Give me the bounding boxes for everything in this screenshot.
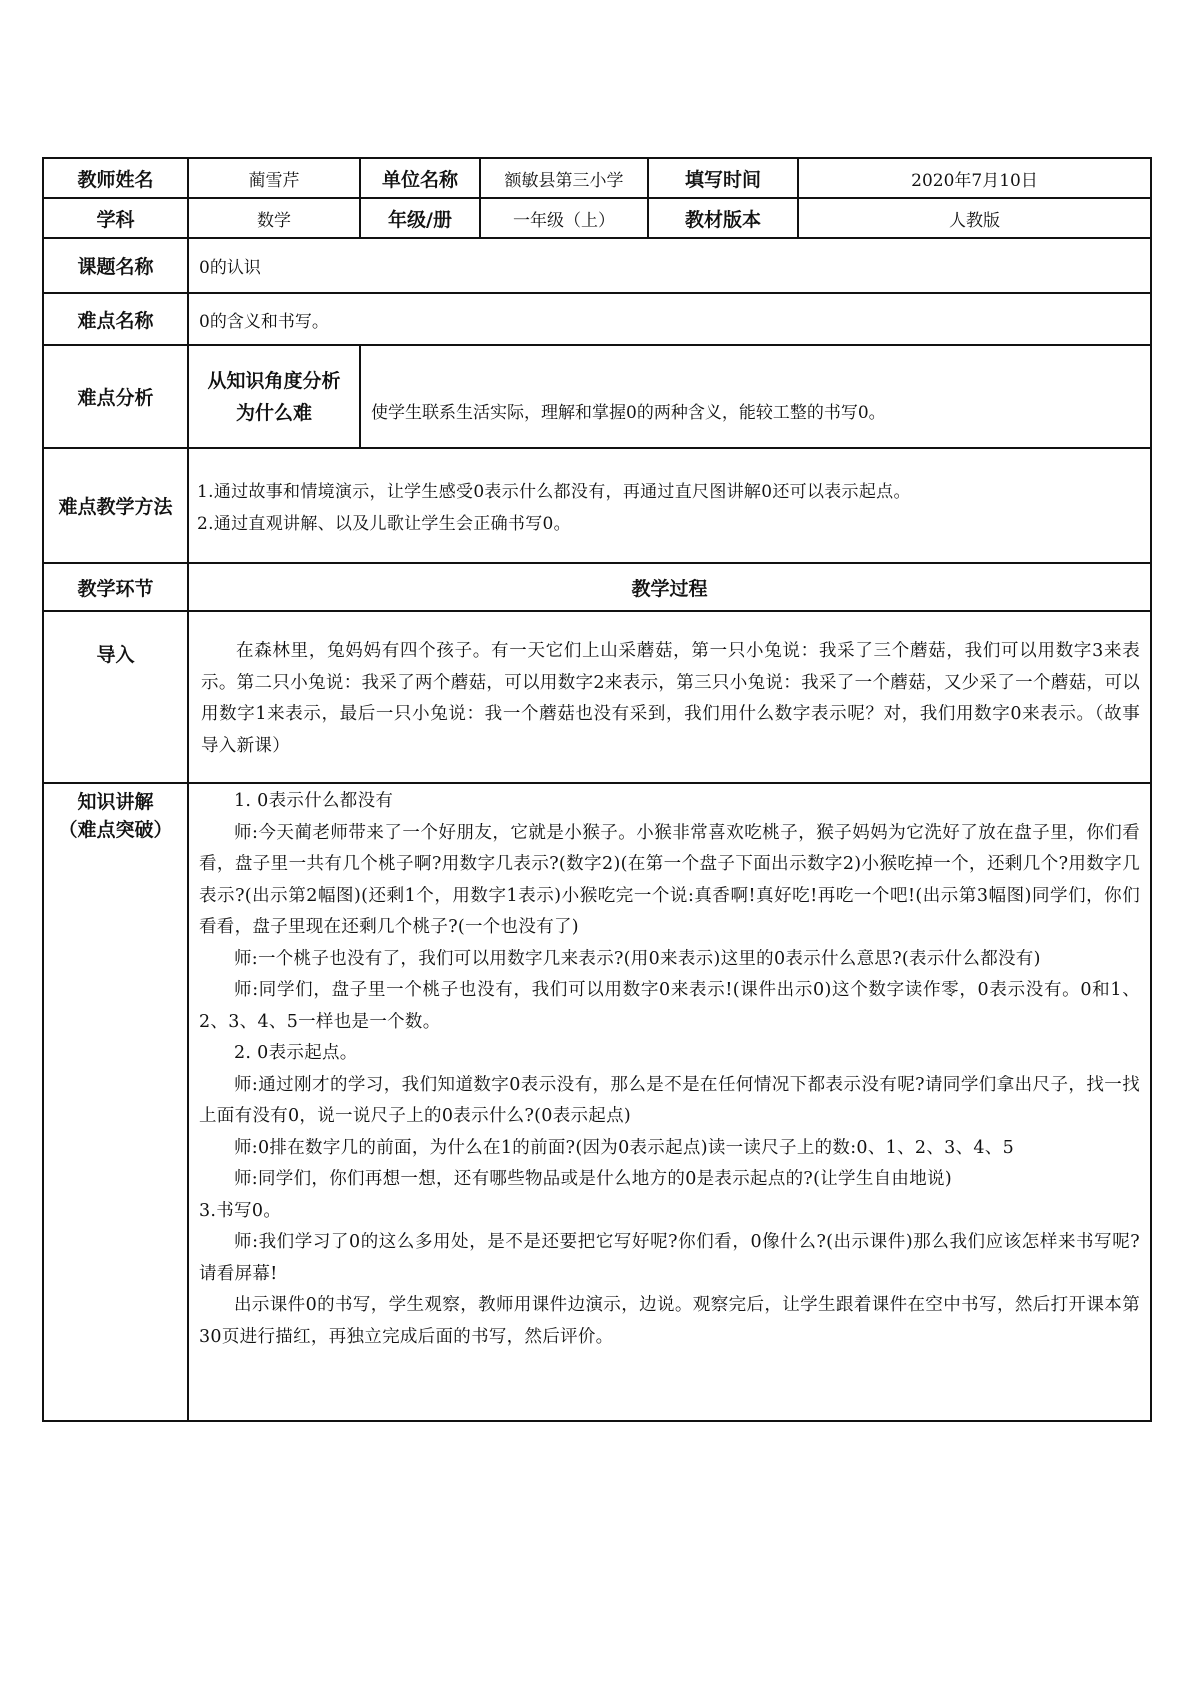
knowledge-p8: 师:同学们，你们再想一想，还有哪些物品或是什么地方的0是表示起点的?(让学生自由地说) (234, 1169, 952, 1189)
header-row-2 (43, 198, 1151, 238)
intro-text: 在森林里，兔妈妈有四个孩子。有一天它们上山采蘑菇，第一只小兔说：我采了三个蘑菇，我们可以用数字3来表示。第二只小兔说：我采了两个蘑菇，可以用数字2来表示，第三只小兔说：我采了一个蘑菇，又少采了一个蘑菇，可以用数字1来表示，最后一只小兔说：我一个蘑菇也没有采到，我们用什么数字表示呢？对，我们用数字0来表示。（故事导入新课） (201, 641, 1140, 756)
difficulty-value: 0的含义和书写。 (188, 293, 1151, 345)
method-row (43, 448, 1151, 563)
intro-label: 导入 (43, 611, 188, 783)
analysis-sublabel-line1: 从知识角度分析 (207, 369, 341, 392)
knowledge-content (188, 783, 1151, 1421)
analysis-label: 难点分析 (43, 345, 188, 448)
topic-label: 课题名称 (43, 238, 188, 293)
edition-value: 人教版 (798, 198, 1151, 238)
knowledge-label (43, 783, 188, 1421)
teacher-label: 教师姓名 (43, 158, 188, 198)
knowledge-p3: 师:一个桃子也没有了，我们可以用数字几来表示?(用0来表示)这里的0表示什么意思?(表示什么都没有) (234, 948, 1041, 969)
section-header-row (43, 563, 1151, 611)
analysis-sublabel (188, 345, 360, 448)
knowledge-p10: 师:我们学习了0的这么多用处，是不是还要把它写好呢?你们看，0像什么?(出示课件)那么我们应该怎样来书写呢?请看屏幕! (199, 1232, 1140, 1284)
process-header: 教学过程 (188, 563, 1151, 611)
analysis-row (43, 345, 1151, 448)
date-label: 填写时间 (648, 158, 798, 198)
stage-header: 教学环节 (43, 563, 188, 611)
method-label: 难点教学方法 (43, 448, 188, 563)
knowledge-p6: 师:通过刚才的学习，我们知道数字0表示没有，那么是不是在任何情况下都表示没有呢?请同学们拿出尺子，找一找上面有没有0，说一说尺子上的0表示什么?(0表示起点) (199, 1074, 1140, 1126)
edition-label: 教材版本 (648, 198, 798, 238)
analysis-sublabel-line2: 为什么难 (235, 401, 312, 424)
knowledge-p1: 1. 0表示什么都没有 (234, 791, 394, 811)
subject-label: 学科 (43, 198, 188, 238)
knowledge-p4: 师:同学们，盘子里一个桃子也没有，我们可以用数字0来表示!(课件出示0)这个数字读作零，0表示没有。0和1、2、3、4、5一样也是一个数。 (199, 980, 1140, 1032)
lesson-plan-page (42, 157, 1150, 1422)
subject-value: 数学 (188, 198, 360, 238)
knowledge-p7: 师:0排在数字几的前面，为什么在1的前面?(因为0表示起点)读一读尺子上的数:0、1、2、3、4、5 (234, 1137, 1015, 1158)
method-line-2: 2.通过直观讲解、以及儿歌让学生会正确书写0。 (197, 513, 571, 534)
method-line-1: 1.通过故事和情境演示，让学生感受0表示什么都没有，再通过直尺图讲解0还可以表示起点。 (197, 482, 911, 502)
grade-value: 一年级（上） (480, 198, 648, 238)
method-content (188, 448, 1151, 563)
unit-label: 单位名称 (360, 158, 480, 198)
difficulty-row (43, 293, 1151, 345)
fill-date: 2020年7月10日 (798, 158, 1151, 198)
unit-name: 额敏县第三小学 (480, 158, 648, 198)
knowledge-row (43, 783, 1151, 1421)
knowledge-p11: 出示课件0的书写，学生观察，教师用课件边演示，边说。观察完后，让学生跟着课件在空中书写，然后打开课本第30页进行描红，再独立完成后面的书写，然后评价。 (199, 1295, 1140, 1347)
difficulty-label: 难点名称 (43, 293, 188, 345)
knowledge-p5: 2. 0表示起点。 (234, 1043, 358, 1063)
grade-label: 年级/册 (360, 198, 480, 238)
header-row-1 (43, 158, 1151, 198)
knowledge-label-line2: （难点突破） (58, 819, 173, 841)
topic-value: 0的认识 (188, 238, 1151, 293)
intro-content (188, 611, 1151, 783)
teacher-name: 蔺雪芹 (188, 158, 360, 198)
lesson-plan-table (42, 157, 1152, 1422)
knowledge-p9: 3.书写0。 (199, 1200, 282, 1221)
intro-row (43, 611, 1151, 783)
topic-row (43, 238, 1151, 293)
knowledge-label-line1: 知识讲解 (77, 791, 154, 813)
knowledge-p2: 师:今天蔺老师带来了一个好朋友，它就是小猴子。小猴非常喜欢吃桃子，猴子妈妈为它洗好了放在盘子里，你们看看，盘子里一共有几个桃子啊?用数字几表示?(数字2)(在第一个盘子下面出示数字2)小猴吃掉一个，还剩几个?用数字几表示?(出示第2幅图)(还剩1个，用数字1表示)小猴吃完一个说:真香啊!真好吃!再吃一个吧!(出示第3幅图)同学们，你们看看，盘子里现在还剩几个桃子?(一个也没有了) (199, 822, 1140, 937)
analysis-value: 使学生联系生活实际，理解和掌握0的两种含义，能较工整的书写0。 (360, 345, 1151, 448)
